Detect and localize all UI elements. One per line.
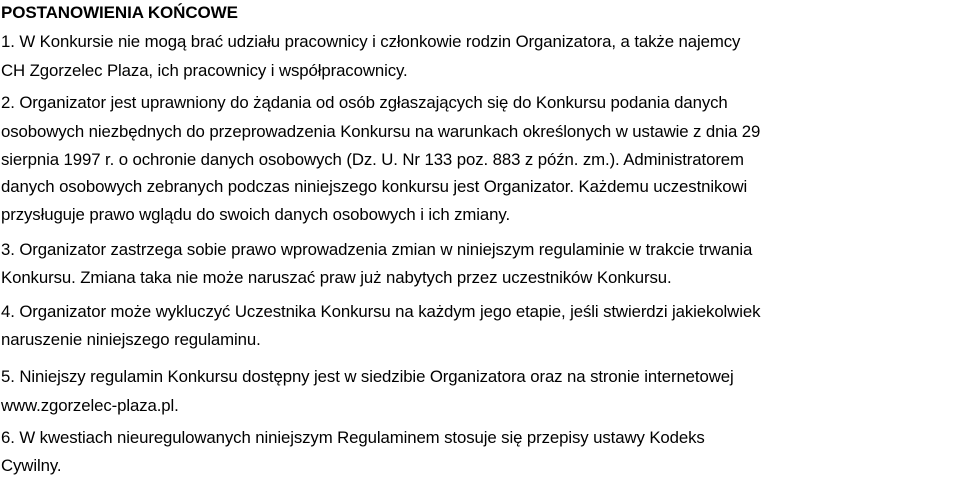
paragraph-6-line-2: Cywilny. — [1, 456, 62, 475]
paragraph-5-line-1: 5. Niniejszy regulamin Konkursu dostępny jest w siedzibie Organizatora oraz na stronie internetowej — [1, 367, 734, 386]
paragraph-6-line-1: 6. W kwestiach nieuregulowanych niniejszym Regulaminem stosuje się przepisy ustawy Kodeks — [1, 428, 705, 447]
paragraph-2-line-1: 2. Organizator jest uprawniony do żądania od osób zgłaszających się do Konkursu podania danych — [1, 93, 728, 112]
paragraph-2-line-2: osobowych niezbędnych do przeprowadzenia Konkursu na warunkach określonych w ustawie z dnia 29 — [1, 122, 761, 141]
section-heading: POSTANOWIENIA KOŃCOWE — [1, 3, 238, 22]
website-link[interactable]: www.zgorzelec-plaza.pl. — [1, 396, 179, 415]
paragraph-4-line-2: naruszenie niniejszego regulaminu. — [1, 330, 261, 349]
paragraph-2-line-3: sierpnia 1997 r. o ochronie danych osobowych (Dz. U. Nr 133 poz. 883 z późn. zm.). Administratorem — [1, 150, 744, 169]
paragraph-1-line-1: 1. W Konkursie nie mogą brać udziału pracownicy i członkowie rodzin Organizatora, a także najemcy — [1, 32, 741, 51]
paragraph-3-line-1: 3. Organizator zastrzega sobie prawo wprowadzenia zmian w niniejszym regulaminie w trakcie trwania — [1, 240, 753, 259]
paragraph-2-line-4: danych osobowych zebranych podczas niniejszego konkursu jest Organizator. Każdemu uczestnikowi — [1, 177, 748, 196]
paragraph-3-line-2: Konkursu. Zmiana taka nie może naruszać praw już nabytych przez uczestników Konkursu. — [1, 268, 672, 287]
paragraph-2-line-5: przysługuje prawo wglądu do swoich danych osobowych i ich zmiany. — [1, 205, 511, 224]
paragraph-1-line-2: CH Zgorzelec Plaza, ich pracownicy i współpracownicy. — [1, 61, 408, 80]
paragraph-4-line-1: 4. Organizator może wykluczyć Uczestnika Konkursu na każdym jego etapie, jeśli stwierdzi jakiekolwiek — [1, 302, 761, 321]
